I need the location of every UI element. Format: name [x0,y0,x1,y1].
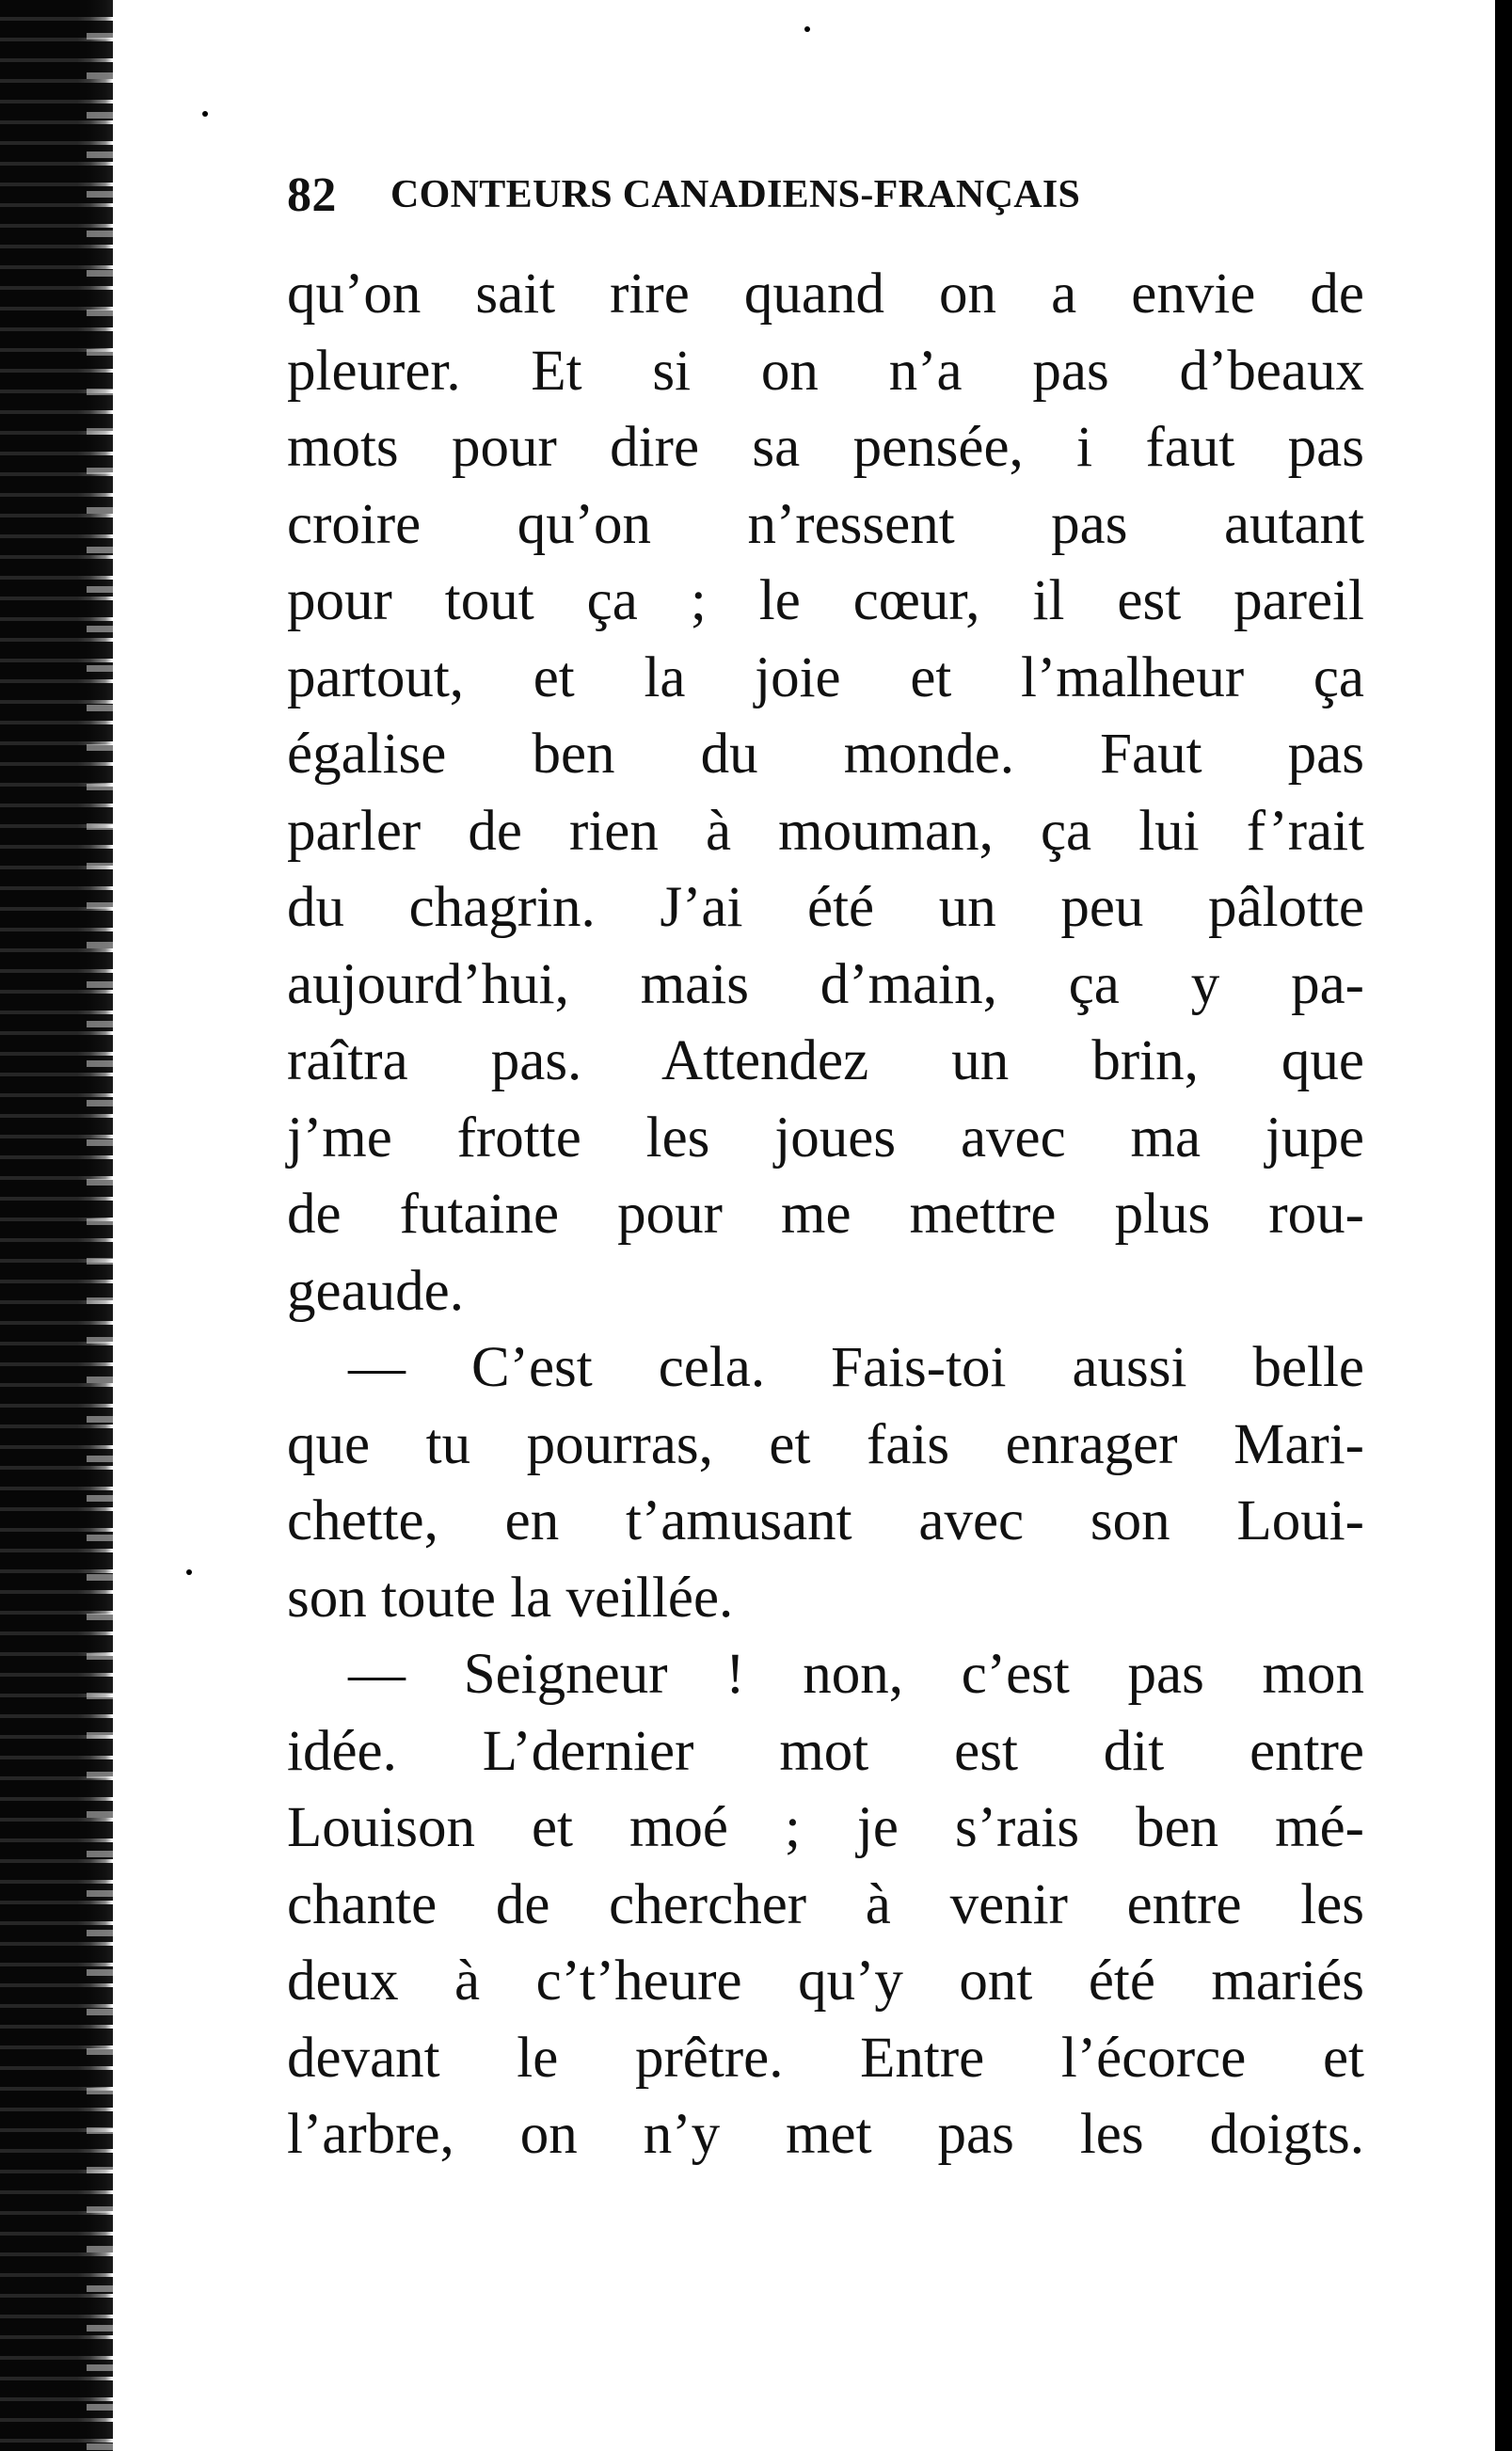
text-line: croire qu’on n’ressent pas autant [287,492,1364,556]
text-line: idée. L’dernier mot est dit entre [287,1719,1364,1783]
text-line: que tu pourras, et fais enrager Mari- [287,1412,1364,1476]
text-line: raîtra pas. Attendez un brin, que [287,1029,1364,1092]
text-line: Louison et moé ; je s’rais ben mé- [287,1796,1364,1859]
text-line: chante de chercher à venir entre les [287,1872,1364,1936]
text-line: parler de rien à mouman, ça lui f’rait [287,799,1364,863]
text-line: chette, en t’amusant avec son Loui- [287,1489,1364,1552]
running-header [287,152,1364,237]
text-line: son toute la veillée. [287,1566,734,1630]
text-line: deux à c’t’heure qu’y ont été mariés [287,1950,1364,2013]
text-line: pleurer. Et si on n’a pas d’beaux [287,339,1364,403]
text-line: l’arbre, on n’y met pas les doigts. [287,2103,1364,2166]
page-number: 82 [287,167,337,222]
text-line: de futaine pour me mettre plus rou- [287,1183,1364,1246]
running-title: CONTEURS CANADIENS-FRANÇAIS [390,173,1081,216]
text-line: mots pour dire sa pensée, i faut pas [287,416,1364,479]
text-line: — C’est cela. Fais-toi aussi belle [348,1336,1364,1399]
text-line: aujourd’hui, mais d’main, ça y pa- [287,952,1364,1016]
text-line: égalise ben du monde. Faut pas [287,723,1364,786]
text-line: partout, et la joie et l’malheur ça [287,645,1364,709]
page-text [287,256,1364,2173]
text-line: qu’on sait rire quand on a envie de [287,263,1364,326]
text-line: pour tout ça ; le cœur, il est pareil [287,569,1364,632]
text-line: devant le prêtre. Entre l’écorce et [287,2026,1364,2090]
text-line: geaude. [287,1259,464,1323]
text-line: — Seigneur ! non, c’est pas mon [348,1643,1364,1706]
text-line: du chagrin. J’ai été un peu pâlotte [287,876,1364,939]
text-line: j’me frotte les joues avec ma jupe [287,1106,1364,1170]
